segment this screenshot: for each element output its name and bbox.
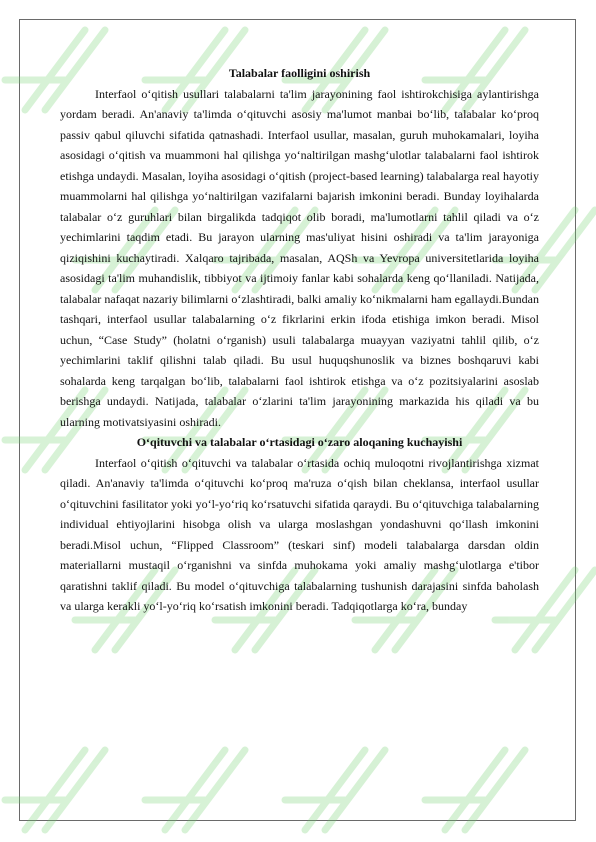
section-subheading: O‘qituvchi va talabalar o‘rtasidagi o‘zaro aloqaning kuchayishi	[136, 435, 463, 449]
paragraph-1: Interfaol o‘qitish usullari talabalarni ta'lim jarayonining faol ishtirokchisiga aylantirishga yordam beradi. An'anaviy ta'limda o‘qituvchi asosiy ma'lumot manbai bo‘lib, talabalar ko‘proq passiv qabul qiluvchi sifatida qatnashadi. Interfaol usullar, masalan, guruh muhokamalari, loyiha asosidagi o‘qitish va muammoni hal qilishga yo‘naltirilgan mashg‘ulotlar talabalarni faol ishtirok etishga undaydi. Masalan, loyiha asosidagi o‘qitish (project-based learning) talabalarga real hayotiy muammolarni hal qilishga yo‘naltirilgan vazifalarni bajarish imkonini beradi. Bunday loyihalarda talabalar o‘z guruhlari bilan birgalikda tadqiqot olib boradi, ma'lumotlarni tahlil qiladi va o‘z yechimlarini taqdim etadi. Bu jarayon ularning mas'uliyat hisini oshiradi va ta'lim jarayoniga qiziqishini kuchaytiradi. Xalqaro tajribada, masalan, AQSh va Yevropa universitetlarida loyiha asosidagi ta'lim muhandislik, tibbiyot va ijtimoiy fanlar kabi sohalarda keng qo‘llaniladi. Natijada, talabalar nafaqat nazariy bilimlarni o‘zlashtiradi, balki amaliy ko‘nikmalarni ham egallaydi.Bundan tashqari, interfaol usullar talabalarning o‘z fikrlarini erkin ifoda etishiga imkon beradi. Misol uchun, “Case Study” (holatni o‘rganish) usuli talabalarga muayyan vaziyatni tahlil qilib, o‘z yechimlarini taklif qilishni talab qiladi. Bu usul huquqshunoslik va biznes boshqaruvi kabi sohalarda keng tarqalgan bo‘lib, talabalarni faol ishtirok etishga va o‘z pozitsiyalarini asoslab berishga undaydi. Natijada, talabalar o‘zlarini ta'lim jarayonining markazida his qiladi va bu ularning motivatsiyasini oshiradi.	[60, 86, 539, 429]
document-body	[60, 63, 539, 617]
document-title: Talabalar faolligini oshirish	[228, 66, 371, 80]
paragraph-2: Interfaol o‘qitish o‘qituvchi va talabalar o‘rtasida ochiq muloqotni rivojlantirishga xizmat qiladi. An'anaviy ta'limda o‘qituvchi ko‘proq ma'ruza o‘qish bilan cheklansa, interfaol usullar o‘qituvchini fasilitator yoki yo‘l-yo‘riq ko‘rsatuvchi sifatida qaraydi. Bu o‘qituvchiga talabalarning individual ehtiyojlarini hisobga olish va ularga moslashgan yondashuvni qo‘llash imkonini beradi.Misol uchun, “Flipped Classroom” (teskari sinf) modeli talabalarga darsdan oldin materiallarni mustaqil o‘rganishni va sinfda muhokama yoki amaliy mashg‘ulotlarga e'tibor qaratishni taklif qiladi. Bu model o‘qituvchiga talabalarning tushunish darajasini sinfda baholash va ularga kerakli yo‘l-yo‘riq ko‘rsatish imkonini beradi. Tadqiqotlarga ko‘ra, bunday	[60, 455, 539, 613]
